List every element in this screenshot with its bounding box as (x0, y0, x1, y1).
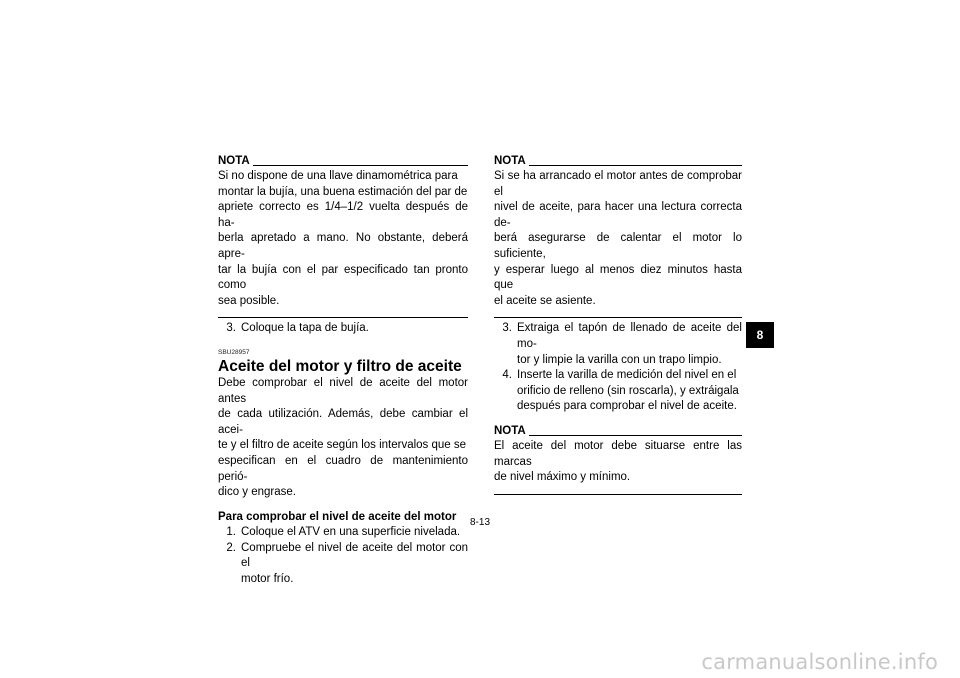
watermark: carmanualsonline.info (701, 650, 938, 674)
nota-end-rule (218, 317, 468, 318)
text-line: sea posible. (218, 294, 280, 307)
step-text (517, 368, 742, 415)
text-line: Debe comprobar el nivel de aceite del motor antes (218, 376, 468, 405)
step-item (494, 368, 742, 415)
step-number: 2. (226, 541, 236, 554)
text-line: Si no dispone de una llave dinamométrica para (218, 170, 458, 182)
text-line: dico y engrase. (218, 486, 296, 499)
nota-box (494, 424, 742, 495)
nota-header (494, 154, 742, 168)
subheading: Para comprobar el nivel de aceite del motor (218, 510, 457, 523)
step-number: 4. (502, 369, 512, 382)
text-line: El aceite del motor debe situarse entre las marcas (494, 439, 742, 468)
step-text (517, 321, 742, 368)
text-line: Si se ha arrancado el motor antes de comprobar el (494, 170, 742, 198)
step-item (218, 541, 468, 588)
nota-label: NOTA (218, 155, 250, 167)
text-line: berá asegurarse de calentar el motor lo suficiente, (494, 232, 742, 260)
text-line: después para comprobar el nivel de aceite. (517, 400, 737, 413)
text-line: especifican en el cuadro de mantenimiento perió- (218, 454, 468, 483)
text-line: tar la bujía con el par especificado tan pronto como (218, 263, 468, 292)
nota-rule (529, 435, 742, 436)
nota-end-rule (494, 317, 742, 318)
text-line: Extraiga el tapón de llenado de aceite del mo- (517, 322, 742, 350)
nota-header (218, 154, 468, 168)
text-line: montar la bujía, una buena estimación del par de (218, 185, 468, 198)
page-number: 8-13 (469, 517, 490, 528)
text-line: orificio de relleno (sin roscarla), y extráigala (517, 384, 739, 397)
nota-box (494, 154, 742, 318)
nota-text (218, 169, 468, 309)
text-line: Inserte la varilla de medición del nivel en el (517, 369, 737, 382)
step-number: 1. (226, 526, 236, 539)
text-line: nivel de aceite, para hacer una lectura correcta de- (494, 201, 742, 229)
nota-box (218, 154, 468, 318)
nota-header (494, 424, 742, 438)
section-paragraph (218, 376, 468, 501)
step-text (241, 541, 468, 588)
step-item (218, 321, 468, 337)
right-column (494, 154, 742, 495)
text-line: Coloque el ATV en una superficie nivelada. (241, 526, 461, 539)
text-line: Compruebe el nivel de aceite del motor con el (241, 541, 468, 570)
text-line: de nivel máximo y mínimo. (494, 471, 631, 484)
step-text: Coloque la tapa de bujía. (241, 322, 369, 335)
text-line: el aceite se asiente. (494, 294, 596, 307)
nota-rule (529, 165, 742, 166)
text-line: y esperar luego al menos diez minutos hasta que (494, 263, 742, 292)
section-code: SBU28957 (218, 348, 250, 356)
text-line: de cada utilización. Además, debe cambiar el acei- (218, 408, 468, 436)
text-line: motor frío. (241, 573, 294, 586)
nota-label: NOTA (494, 424, 526, 437)
nota-end-rule (494, 494, 742, 495)
text-line: apriete correcto es 1/4–1/2 vuelta después de ha- (218, 201, 468, 229)
nota-label: NOTA (494, 155, 526, 167)
text-line: tor y limpie la varilla con un trapo limpio. (517, 353, 722, 366)
section-title: Aceite del motor y filtro de aceite (218, 357, 462, 375)
text-line: te y el filtro de aceite según los intervalos que se (218, 439, 467, 452)
nota-text (494, 169, 742, 309)
step-number: 3. (226, 322, 236, 335)
step-item (494, 321, 742, 368)
step-number: 3. (502, 322, 512, 335)
nota-text (494, 439, 742, 486)
nota-rule (253, 165, 468, 166)
text-line: berla apretado a mano. No obstante, deberá apre- (218, 232, 468, 260)
chapter-tab: 8 (746, 322, 774, 348)
